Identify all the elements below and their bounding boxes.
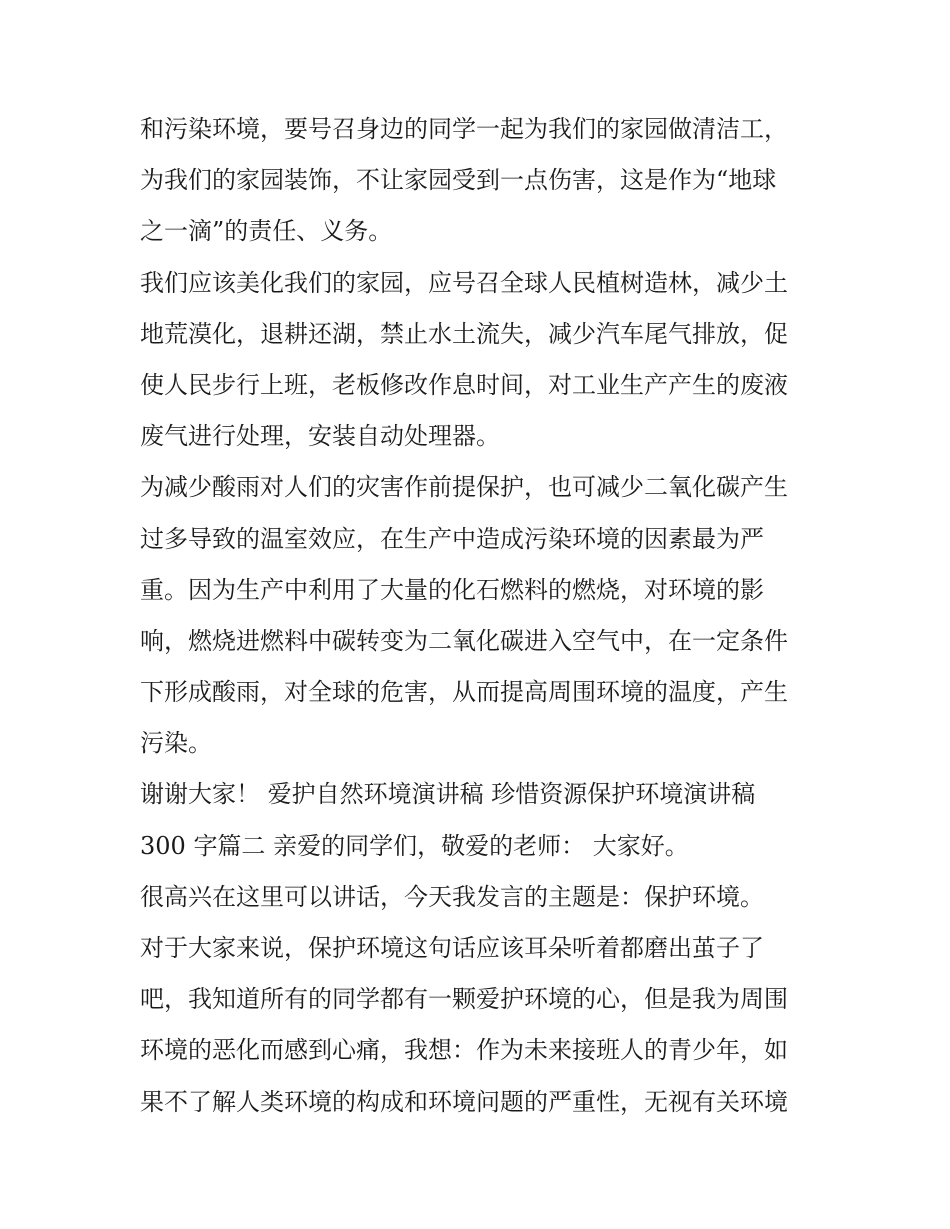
- text-line: 和污染环境，要号召身边的同学一起为我们的家园做清洁工，: [140, 115, 788, 143]
- text-line: 地荒漠化，退耕还湖，禁止水土流失，减少汽车尾气排放，促: [140, 319, 788, 348]
- text-line: 吧，我知道所有的同学都有一颗爱护环境的心，但是我为周围: [140, 985, 788, 1014]
- text-line: 对于大家来说，保护环境这句话应该耳朵听着都磨出茧子了: [140, 934, 764, 962]
- text-line: 为我们的家园装饰，不让家园受到一点伤害，这是作为“地球: [140, 166, 777, 195]
- text-line: 重。因为生产中利用了大量的化石燃料的燃烧，对环境的影: [140, 575, 764, 604]
- text-line: 废气进行处理，安装自动处理器。: [140, 422, 500, 451]
- text-line: 污染。: [140, 729, 212, 758]
- text-line: 为减少酸雨对人们的灾害作前提保护，也可减少二氧化碳产生: [140, 473, 788, 502]
- text-line: 果不了解人类环境的构成和环境问题的严重性，无视有关环境: [140, 1087, 788, 1116]
- text-line: 下形成酸雨，对全球的危害，从而提高周围环境的温度，产生: [140, 678, 788, 707]
- text-line: 之一滴”的责任、义务。: [140, 217, 393, 246]
- text-line: 环境的恶化而感到心痛，我想：作为未来接班人的青少年，如: [140, 1036, 788, 1065]
- text-line: 300 字篇二 亲爱的同学们，敬爱的老师： 大家好。: [140, 831, 689, 860]
- body-text: [140, 104, 820, 1128]
- text-line: 使人民步行上班，老板修改作息时间，对工业生产产生的废液: [140, 370, 788, 399]
- text-line: 很高兴在这里可以讲话，今天我发言的主题是：保护环境。: [140, 882, 764, 911]
- text-line: 我们应该美化我们的家园，应号召全球人民植树造林，减少土: [140, 268, 788, 297]
- text-line: 谢谢大家！ 爱护自然环境演讲稿 珍惜资源保护环境演讲稿: [140, 780, 756, 809]
- text-line: 响，燃烧进燃料中碳转变为二氧化碳进入空气中，在一定条件: [140, 626, 788, 655]
- text-line: 过多导致的温室效应，在生产中造成污染环境的因素最为严: [140, 524, 764, 553]
